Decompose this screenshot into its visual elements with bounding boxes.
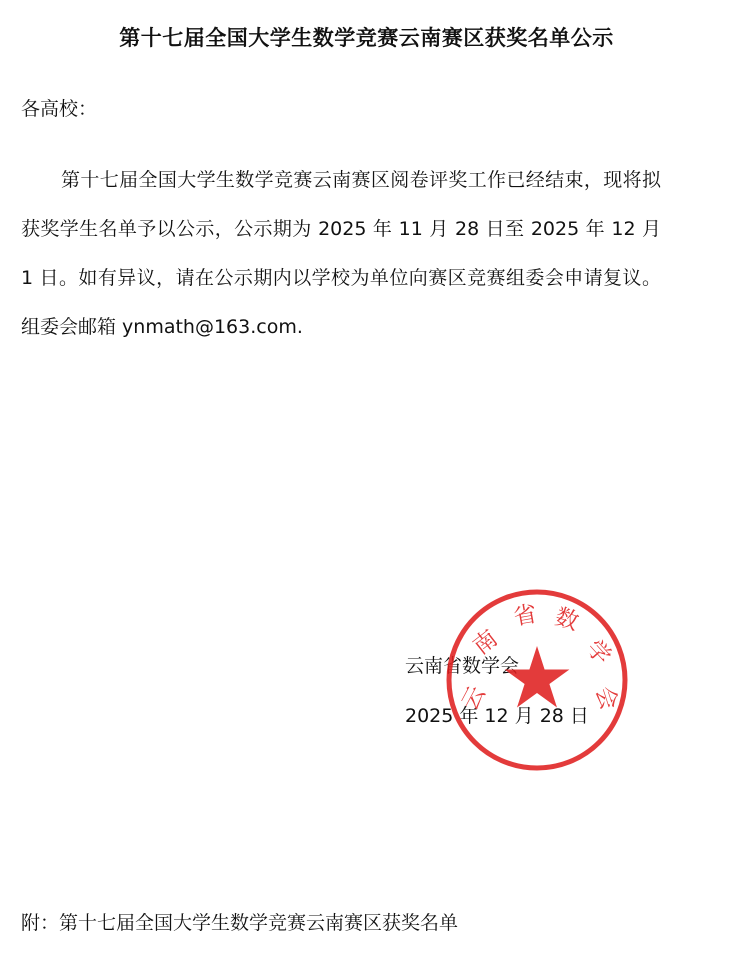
svg-text:数: 数: [551, 604, 582, 636]
svg-text:云: 云: [457, 682, 491, 715]
document-title: 第十七届全国大学生数学竞赛云南赛区获奖名单公示: [119, 26, 614, 50]
body-paragraph: 第十七届全国大学生数学竞赛云南赛区阅卷评奖工作已经结束，现将拟获奖学生名单予以公示，公示期为 2025 年 11 月 28 日至 2025 年 12 月 1 日。如有异议，请在公示期内以学校为单位向赛区竞赛组委会申请复议。组委会邮箱 ynmath@163.com.: [21, 169, 661, 338]
svg-text:会: 会: [590, 683, 622, 714]
attachment-note: 附：第十七届全国大学生数学竞赛云南赛区获奖名单: [21, 912, 459, 934]
signature-date: 2025 年 12 月 28 日: [405, 705, 589, 727]
svg-text:南: 南: [468, 625, 503, 661]
signature-organization: 云南省数学会: [405, 655, 520, 677]
svg-text:学: 学: [580, 635, 616, 670]
salutation: 各高校：: [21, 98, 98, 120]
seal-star-icon: [505, 646, 570, 708]
svg-text:省: 省: [511, 601, 539, 631]
official-seal-stamp: [443, 586, 631, 774]
